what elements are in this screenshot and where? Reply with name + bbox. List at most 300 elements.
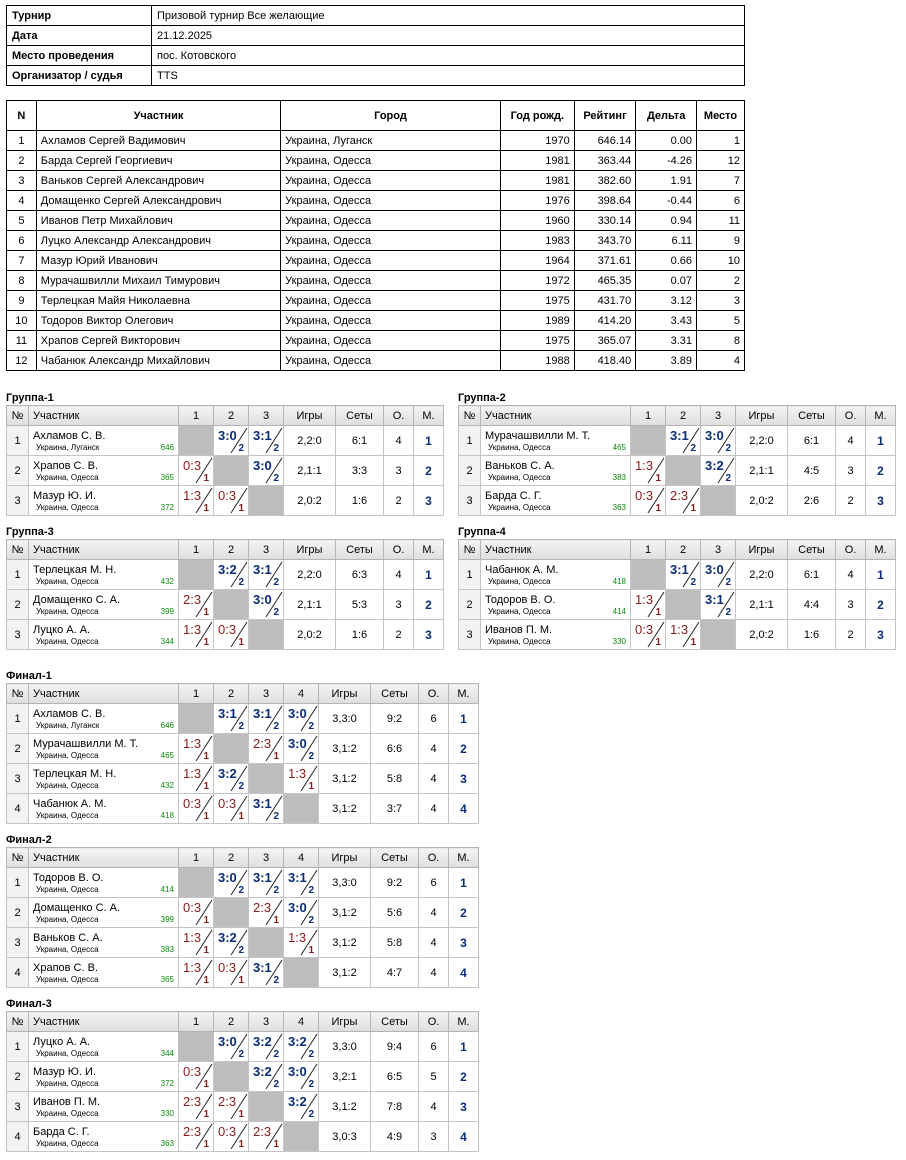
group-title: Группа-2 (458, 392, 506, 404)
place-cell (866, 426, 896, 456)
score-sub: 1 (203, 781, 209, 792)
score-main: 3:1 (253, 870, 272, 885)
self-cell (701, 620, 736, 650)
score-cell (179, 898, 214, 928)
score-cell (666, 486, 701, 516)
self-cell (214, 456, 249, 486)
score-cell (701, 590, 736, 620)
participant-cell: 1975 (500, 291, 574, 311)
score-main: 0:3 (218, 622, 237, 637)
player-rating: 646 (160, 442, 174, 452)
player-cell (29, 1122, 179, 1152)
participant-cell: 431.70 (574, 291, 635, 311)
points-cell: 4 (419, 1092, 449, 1122)
self-cell (284, 958, 319, 988)
score-box (179, 734, 213, 763)
grid-header-games: Игры (319, 848, 371, 868)
score-box (179, 590, 213, 619)
games-cell: 3,1:2 (319, 1092, 371, 1122)
participant-cell: 330.14 (574, 211, 635, 231)
group-grid (6, 405, 444, 516)
player-city: Украина, Одесса (36, 944, 99, 954)
player-city: Украина, Луганск (36, 442, 100, 452)
participant-row (7, 131, 745, 151)
score-box (701, 426, 735, 455)
score-main: 3:1 (705, 592, 724, 607)
score-sub: 2 (690, 577, 696, 588)
score-sub: 1 (203, 607, 209, 618)
player-cell (29, 764, 179, 794)
grid-row (7, 1092, 479, 1122)
score-main: 1:3 (183, 766, 202, 781)
grid-header-num: № (7, 684, 29, 704)
group-block (6, 391, 444, 516)
participant-cell: Иванов Петр Михайлович (36, 211, 280, 231)
score-cell (214, 620, 249, 650)
score-cell (631, 486, 666, 516)
place-cell (449, 868, 479, 898)
score-sub: 1 (203, 975, 209, 986)
participant-cell: 2 (7, 151, 37, 171)
grid-header-opponent: 3 (249, 848, 284, 868)
score-box (284, 734, 318, 763)
participant-row (7, 331, 745, 351)
participants-header: Дельта (636, 101, 697, 131)
player-name: Ваньков С. А. (33, 931, 103, 944)
player-city: Украина, Одесса (488, 606, 551, 616)
score-sub: 2 (308, 721, 314, 732)
score-sub: 1 (238, 1139, 244, 1150)
player-city: Украина, Одесса (36, 750, 99, 760)
participant-cell: 8 (697, 331, 745, 351)
grid-header-player: Участник (29, 406, 179, 426)
grid-header-points: О. (836, 540, 866, 560)
score-box (249, 958, 283, 987)
score-sub: 2 (238, 577, 244, 588)
player-rating: 418 (160, 810, 174, 820)
score-cell (284, 1092, 319, 1122)
score-main: 3:0 (288, 900, 307, 915)
grid-header-player: Участник (29, 848, 179, 868)
score-box (179, 794, 213, 823)
points-cell: 4 (384, 560, 414, 590)
self-cell (249, 1092, 284, 1122)
place-value: 1 (877, 433, 884, 448)
player-rating: 365 (160, 472, 174, 482)
grid-header-opponent: 2 (214, 848, 249, 868)
player-rating: 363 (160, 1138, 174, 1148)
self-cell (179, 560, 214, 590)
info-value: 21.12.2025 (152, 26, 745, 46)
place-cell (866, 456, 896, 486)
grid-header-points: О. (384, 540, 414, 560)
score-box (214, 958, 248, 987)
player-sub (33, 443, 174, 452)
sets-cell: 6:1 (788, 426, 836, 456)
participant-cell: 11 (7, 331, 37, 351)
score-box (179, 898, 213, 927)
player-name: Чабанюк А. М. (485, 563, 559, 576)
grid-header-num: № (7, 406, 29, 426)
score-main: 0:3 (635, 622, 654, 637)
score-sub: 1 (203, 1109, 209, 1120)
self-cell (666, 456, 701, 486)
score-box (666, 560, 700, 589)
participant-cell: 12 (697, 151, 745, 171)
score-main: 0:3 (183, 458, 202, 473)
score-cell (284, 928, 319, 958)
grid-header-opponent: 1 (179, 684, 214, 704)
player-rating: 414 (160, 884, 174, 894)
score-main: 3:1 (253, 562, 272, 577)
score-main: 1:3 (183, 960, 202, 975)
self-cell (214, 898, 249, 928)
grid-header-num: № (7, 1012, 29, 1032)
grid-header-player: Участник (481, 540, 631, 560)
sets-cell: 3:3 (336, 456, 384, 486)
score-box (631, 590, 665, 619)
games-cell: 2,1:1 (736, 590, 788, 620)
player-rating: 344 (160, 636, 174, 646)
score-sub: 2 (308, 1079, 314, 1090)
participant-cell: 6 (697, 191, 745, 211)
player-name: Мурачашвилли М. Т. (33, 737, 139, 750)
place-cell (866, 590, 896, 620)
player-name: Ахламов С. В. (33, 429, 106, 442)
player-rating: 432 (160, 780, 174, 790)
grid-header-opponent: 1 (631, 406, 666, 426)
sets-cell: 1:6 (788, 620, 836, 650)
row-number: 4 (7, 1122, 29, 1152)
score-cell (249, 898, 284, 928)
participant-cell: 1 (7, 131, 37, 151)
group-block (6, 669, 479, 824)
participant-cell: 343.70 (574, 231, 635, 251)
score-sub: 1 (655, 607, 661, 618)
score-cell (214, 764, 249, 794)
score-main: 3:1 (253, 706, 272, 721)
score-main: 3:0 (288, 706, 307, 721)
group-grid (6, 539, 444, 650)
place-value: 1 (425, 433, 432, 448)
score-main: 2:3 (183, 592, 202, 607)
score-sub: 2 (238, 1049, 244, 1060)
place-value: 2 (425, 597, 432, 612)
sets-cell: 7:8 (371, 1092, 419, 1122)
score-main: 3:1 (253, 428, 272, 443)
place-cell (866, 620, 896, 650)
score-cell (214, 868, 249, 898)
score-main: 3:0 (288, 736, 307, 751)
score-box (249, 1122, 283, 1151)
place-cell (414, 590, 444, 620)
grid-row (7, 1062, 479, 1092)
grid-header-sets: Сеты (371, 848, 419, 868)
score-sub: 1 (655, 473, 661, 484)
score-sub: 1 (273, 1139, 279, 1150)
player-cell (29, 1032, 179, 1062)
score-box (179, 456, 213, 485)
score-main: 2:3 (253, 900, 272, 915)
self-cell (666, 590, 701, 620)
self-cell (214, 734, 249, 764)
participant-cell: 4 (7, 191, 37, 211)
grid-header-row (459, 540, 896, 560)
player-cell (29, 620, 179, 650)
sets-cell: 6:1 (788, 560, 836, 590)
place-cell (866, 560, 896, 590)
score-cell (249, 1122, 284, 1152)
score-cell (179, 1092, 214, 1122)
score-main: 0:3 (218, 1124, 237, 1139)
place-cell (414, 560, 444, 590)
info-value: пос. Котовского (152, 46, 745, 66)
score-main: 3:0 (253, 592, 272, 607)
points-cell: 3 (836, 590, 866, 620)
participant-cell: 398.64 (574, 191, 635, 211)
player-name: Чабанюк А. М. (33, 797, 107, 810)
score-sub: 2 (308, 751, 314, 762)
place-value: 3 (877, 627, 884, 642)
score-box (179, 620, 213, 649)
player-cell (481, 426, 631, 456)
row-number: 2 (7, 590, 29, 620)
score-box (284, 1062, 318, 1091)
participant-cell: Ваньков Сергей Александрович (36, 171, 280, 191)
score-main: 3:0 (218, 1034, 237, 1049)
score-main: 1:3 (183, 736, 202, 751)
grid-row (7, 868, 479, 898)
score-sub: 1 (203, 1079, 209, 1090)
grid-header-opponent: 3 (701, 406, 736, 426)
info-key: Организатор / судья (7, 66, 152, 86)
player-city: Украина, Одесса (488, 472, 551, 482)
score-box (249, 734, 283, 763)
grid-header-games: Игры (319, 684, 371, 704)
participant-row (7, 251, 745, 271)
score-sub: 2 (238, 945, 244, 956)
score-cell (179, 928, 214, 958)
player-sub (33, 885, 174, 894)
grid-header-player: Участник (29, 684, 179, 704)
player-rating: 383 (612, 472, 626, 482)
player-name: Терлецкая М. Н. (33, 563, 117, 576)
grid-row (7, 486, 444, 516)
participant-cell: Мурачашвилли Михаил Тимурович (36, 271, 280, 291)
group-title: Финал-2 (6, 834, 52, 846)
score-sub: 2 (273, 473, 279, 484)
score-main: 2:3 (183, 1094, 202, 1109)
score-cell (631, 456, 666, 486)
player-sub (33, 781, 174, 790)
player-cell (29, 560, 179, 590)
player-city: Украина, Одесса (36, 1108, 99, 1118)
participants-header: N (7, 101, 37, 131)
score-box (214, 868, 248, 897)
score-main: 3:2 (705, 458, 724, 473)
place-cell (449, 794, 479, 824)
score-box (249, 868, 283, 897)
score-cell (666, 560, 701, 590)
sets-cell: 5:3 (336, 590, 384, 620)
player-name: Луцко А. А. (33, 1035, 91, 1048)
points-cell: 6 (419, 704, 449, 734)
row-number: 2 (7, 456, 29, 486)
player-rating: 383 (160, 944, 174, 954)
score-cell (214, 486, 249, 516)
score-sub: 1 (273, 915, 279, 926)
grid-header-place: М. (866, 540, 896, 560)
participant-row (7, 231, 745, 251)
grid-row (459, 620, 896, 650)
score-box (179, 1122, 213, 1151)
participant-cell: Украина, Одесса (281, 331, 501, 351)
score-cell (214, 1092, 249, 1122)
score-box (284, 928, 318, 957)
score-box (214, 928, 248, 957)
self-cell (179, 704, 214, 734)
score-main: 1:3 (670, 622, 689, 637)
grid-header-points: О. (419, 684, 449, 704)
player-sub (33, 577, 174, 586)
grid-header-row (7, 540, 444, 560)
participant-cell: 0.66 (636, 251, 697, 271)
grid-header-player: Участник (29, 1012, 179, 1032)
score-main: 3:2 (288, 1034, 307, 1049)
score-main: 1:3 (288, 930, 307, 945)
score-sub: 2 (725, 577, 731, 588)
score-sub: 1 (203, 945, 209, 956)
participant-cell: Украина, Одесса (281, 351, 501, 371)
place-cell (449, 1062, 479, 1092)
player-city: Украина, Одесса (36, 914, 99, 924)
score-sub: 1 (238, 811, 244, 822)
participant-cell: 11 (697, 211, 745, 231)
score-cell (666, 426, 701, 456)
participant-cell: 1975 (500, 331, 574, 351)
points-cell: 3 (384, 590, 414, 620)
player-cell (29, 958, 179, 988)
participant-cell: 3.89 (636, 351, 697, 371)
score-sub: 2 (238, 443, 244, 454)
group-block (458, 525, 896, 650)
points-cell: 6 (419, 868, 449, 898)
participant-cell: 1972 (500, 271, 574, 291)
participant-cell: 465.35 (574, 271, 635, 291)
place-value: 3 (460, 1099, 467, 1114)
participant-cell: Украина, Одесса (281, 311, 501, 331)
score-box (631, 620, 665, 649)
score-sub: 1 (203, 503, 209, 514)
row-number: 2 (459, 590, 481, 620)
player-sub (485, 637, 626, 646)
score-box (249, 1062, 283, 1091)
place-value: 1 (425, 567, 432, 582)
score-cell (249, 560, 284, 590)
participant-cell: Терлецкая Майя Николаевна (36, 291, 280, 311)
score-box (214, 1092, 248, 1121)
player-city: Украина, Одесса (36, 472, 99, 482)
participant-cell: 1983 (500, 231, 574, 251)
score-sub: 1 (238, 503, 244, 514)
group-grid (6, 1011, 479, 1152)
score-box (249, 898, 283, 927)
score-cell (701, 456, 736, 486)
row-number: 3 (7, 1092, 29, 1122)
player-city: Украина, Одесса (36, 884, 99, 894)
grid-header-sets: Сеты (371, 684, 419, 704)
score-cell (249, 868, 284, 898)
score-box (249, 1032, 283, 1061)
grid-header-games: Игры (736, 406, 788, 426)
place-cell (449, 1032, 479, 1062)
grid-header-opponent: 2 (214, 540, 249, 560)
points-cell: 2 (836, 486, 866, 516)
score-main: 3:1 (218, 706, 237, 721)
grid-header-place: М. (449, 848, 479, 868)
games-cell: 2,0:2 (736, 620, 788, 650)
player-name: Мурачашвилли М. Т. (485, 429, 591, 442)
sets-cell: 9:4 (371, 1032, 419, 1062)
player-city: Украина, Одесса (488, 442, 551, 452)
grid-header-points: О. (419, 1012, 449, 1032)
info-key: Место проведения (7, 46, 152, 66)
sets-cell: 4:9 (371, 1122, 419, 1152)
row-number: 1 (459, 426, 481, 456)
score-sub: 1 (655, 637, 661, 648)
sets-cell: 6:6 (371, 734, 419, 764)
place-value: 2 (877, 463, 884, 478)
score-cell (666, 620, 701, 650)
score-main: 3:2 (253, 1034, 272, 1049)
player-cell (481, 456, 631, 486)
points-cell: 5 (419, 1062, 449, 1092)
score-box (284, 898, 318, 927)
score-cell (249, 734, 284, 764)
score-main: 3:2 (218, 766, 237, 781)
group-grid (458, 405, 896, 516)
self-cell (179, 426, 214, 456)
grid-header-opponent: 2 (666, 406, 701, 426)
score-box (631, 456, 665, 485)
participant-cell: Украина, Одесса (281, 251, 501, 271)
player-cell (29, 898, 179, 928)
player-sub (33, 721, 174, 730)
grid-row (459, 560, 896, 590)
place-value: 2 (460, 1069, 467, 1084)
grid-header-opponent: 2 (666, 540, 701, 560)
score-sub: 1 (238, 975, 244, 986)
points-cell: 4 (836, 560, 866, 590)
row-number: 2 (459, 456, 481, 486)
grid-header-opponent: 1 (179, 848, 214, 868)
row-number: 4 (7, 794, 29, 824)
grid-row (7, 898, 479, 928)
score-main: 3:0 (253, 458, 272, 473)
place-value: 1 (877, 567, 884, 582)
participant-cell: Ахламов Сергей Вадимович (36, 131, 280, 151)
games-cell: 2,2:0 (284, 560, 336, 590)
participant-cell: 8 (7, 271, 37, 291)
group-grid (6, 847, 479, 988)
score-main: 3:1 (253, 960, 272, 975)
player-sub (33, 975, 174, 984)
score-box (179, 1092, 213, 1121)
player-rating: 344 (160, 1048, 174, 1058)
player-name: Иванов П. М. (33, 1095, 101, 1108)
self-cell (249, 620, 284, 650)
score-sub: 2 (308, 1049, 314, 1060)
